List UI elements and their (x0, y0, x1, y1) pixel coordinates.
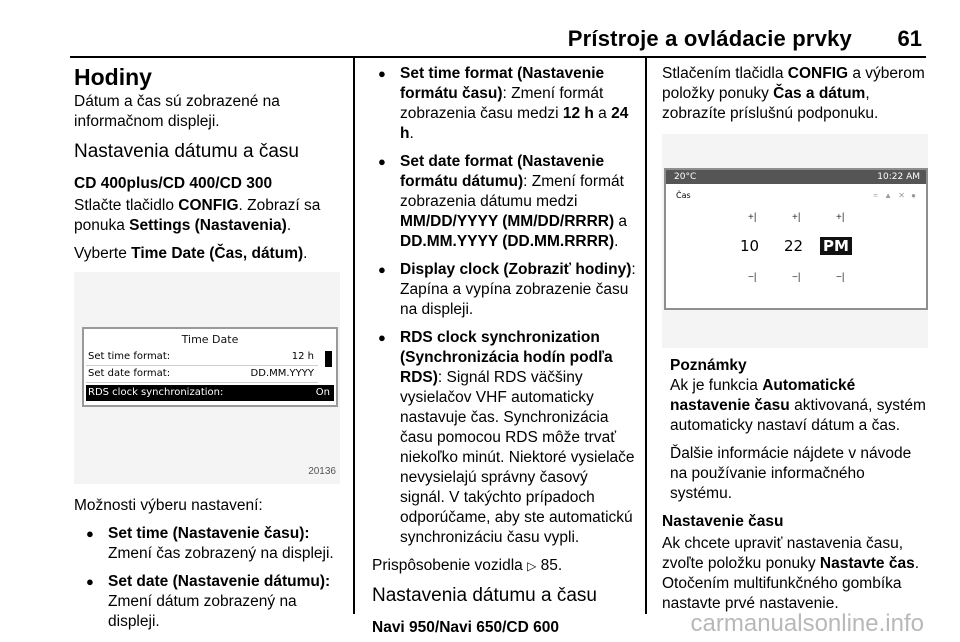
minute-value: 22 (784, 237, 804, 255)
column-divider (353, 58, 355, 614)
column-1 (74, 60, 342, 640)
hour-value: 10 (740, 237, 760, 255)
clock-readout: 10:22 AM (877, 172, 920, 182)
instruction-config: Stlačte tlačidlo CONFIG. Zobrazí sa ponuka Settings (Nastavenia). (74, 197, 321, 234)
page-header-title: Prístroje a ovládacie prvky (567, 26, 852, 51)
display-screen (82, 327, 338, 407)
subsection-heading: Nastavenia dátumu a času (74, 141, 299, 162)
note-text: Ďalšie informácie nájdete v návode na používanie informačného systému. (670, 445, 912, 502)
screen-row-selected: RDS clock synchronization: On (86, 385, 334, 401)
ampm-value: PM (820, 237, 852, 255)
figure-number: 20136 (308, 466, 336, 477)
column-divider (645, 58, 647, 614)
list-item: ● Set date format (Nastavenie formátu dátumu): Zmení formát zobrazenia dátumu medzi MM/DD/YYYY (MM/DD/RRRR) a DD.MM.YYYY (DD.MM.RRRR). (372, 152, 636, 252)
subsection-heading: Nastavenia dátumu a času (372, 585, 597, 606)
instruction-set-time: Ak chcete upraviť nastavenia času, zvoľte položku ponuky Nastavte čas. (662, 535, 920, 572)
list-item: ● Set time format (Nastavenie formátu času): Zmení formát zobrazenia času medzi 12 h a 24 h. (372, 64, 636, 144)
header-rule (70, 56, 926, 58)
section-heading-clock: Hodiny (74, 64, 152, 90)
minus-icon: −| (748, 272, 757, 283)
instruction-config: Stlačením tlačidla CONFIG a výberom položky ponuky Čas a dátum, zobrazíte príslušnú podponuku. (662, 65, 925, 122)
time-date-screen-figure (74, 272, 340, 484)
options-intro: Možnosti výberu nastavení: (74, 497, 263, 514)
reference-arrow-icon: ▷ (527, 559, 537, 573)
model-heading: Nastavenie času (662, 513, 784, 530)
time-setting-screen-figure (662, 134, 928, 348)
submenu-title: Čas (676, 191, 691, 200)
plus-icon: +| (748, 212, 757, 223)
options-list (74, 524, 342, 632)
instruction-rotate-knob: Otočením multifunkčného gombíka nastavte prvé nastavenie. (662, 575, 902, 612)
minus-icon: −| (836, 272, 845, 283)
note-block (662, 356, 930, 504)
temperature-readout: 20°C (674, 172, 697, 182)
list-item: ● Display clock (Zobraziť hodiny): Zapína a vypína zobrazenie času na displeji. (372, 260, 636, 320)
minus-icon: −| (792, 272, 801, 283)
column-2 (372, 60, 636, 640)
cross-reference: Prispôsobenie vozidla ▷ 85. (372, 557, 563, 574)
options-list (372, 64, 636, 548)
watermark: carmanualsonline.info (690, 610, 924, 637)
screen-title: Time Date (181, 333, 239, 346)
column-3 (662, 60, 930, 622)
list-item: ● RDS clock synchronization (Synchronizácia hodín podľa RDS): Signál RDS väčšiny vysielačov VHF automaticky nastavuje čas. Synchronizácia času pomocou RDS môže trvať niekoľko minút. Niektoré vysielače nevysielajú správny časový signál. V takýchto prípadoch odporúčame, aby ste automatickú synchronizáciu času vypli. (372, 328, 636, 548)
note-title: Poznámky (670, 357, 747, 374)
page-number: 61 (897, 26, 922, 51)
instruction-select: Vyberte Time Date (Čas, dátum). (74, 245, 308, 262)
list-item: ● Set time (Nastavenie času): Zmení čas zobrazený na displeji. (74, 524, 342, 564)
intro-text: Dátum a čas sú zobrazené na informačnom displeji. (74, 93, 280, 130)
status-bar (666, 170, 926, 184)
screen-row: Set date format: DD.MM.YYYY (86, 366, 318, 383)
status-icons: ≈ ▲ ✕ ● (873, 191, 918, 200)
scrollbar-indicator (325, 351, 332, 367)
screen-row: Set time format: 12 h (86, 349, 318, 366)
display-screen (664, 168, 928, 310)
model-heading: CD 400plus/CD 400/CD 300 (74, 175, 273, 192)
list-item: ● Set date (Nastavenie dátumu): Zmení dátum zobrazený na displeji. (74, 572, 342, 632)
plus-icon: +| (836, 212, 845, 223)
plus-icon: +| (792, 212, 801, 223)
model-heading: Navi 950/Navi 650/CD 600 (372, 619, 559, 636)
note-text: Ak je funkcia Automatické nastavenie času aktivovaná, systém automaticky nastaví dátum a čas. (670, 377, 926, 434)
